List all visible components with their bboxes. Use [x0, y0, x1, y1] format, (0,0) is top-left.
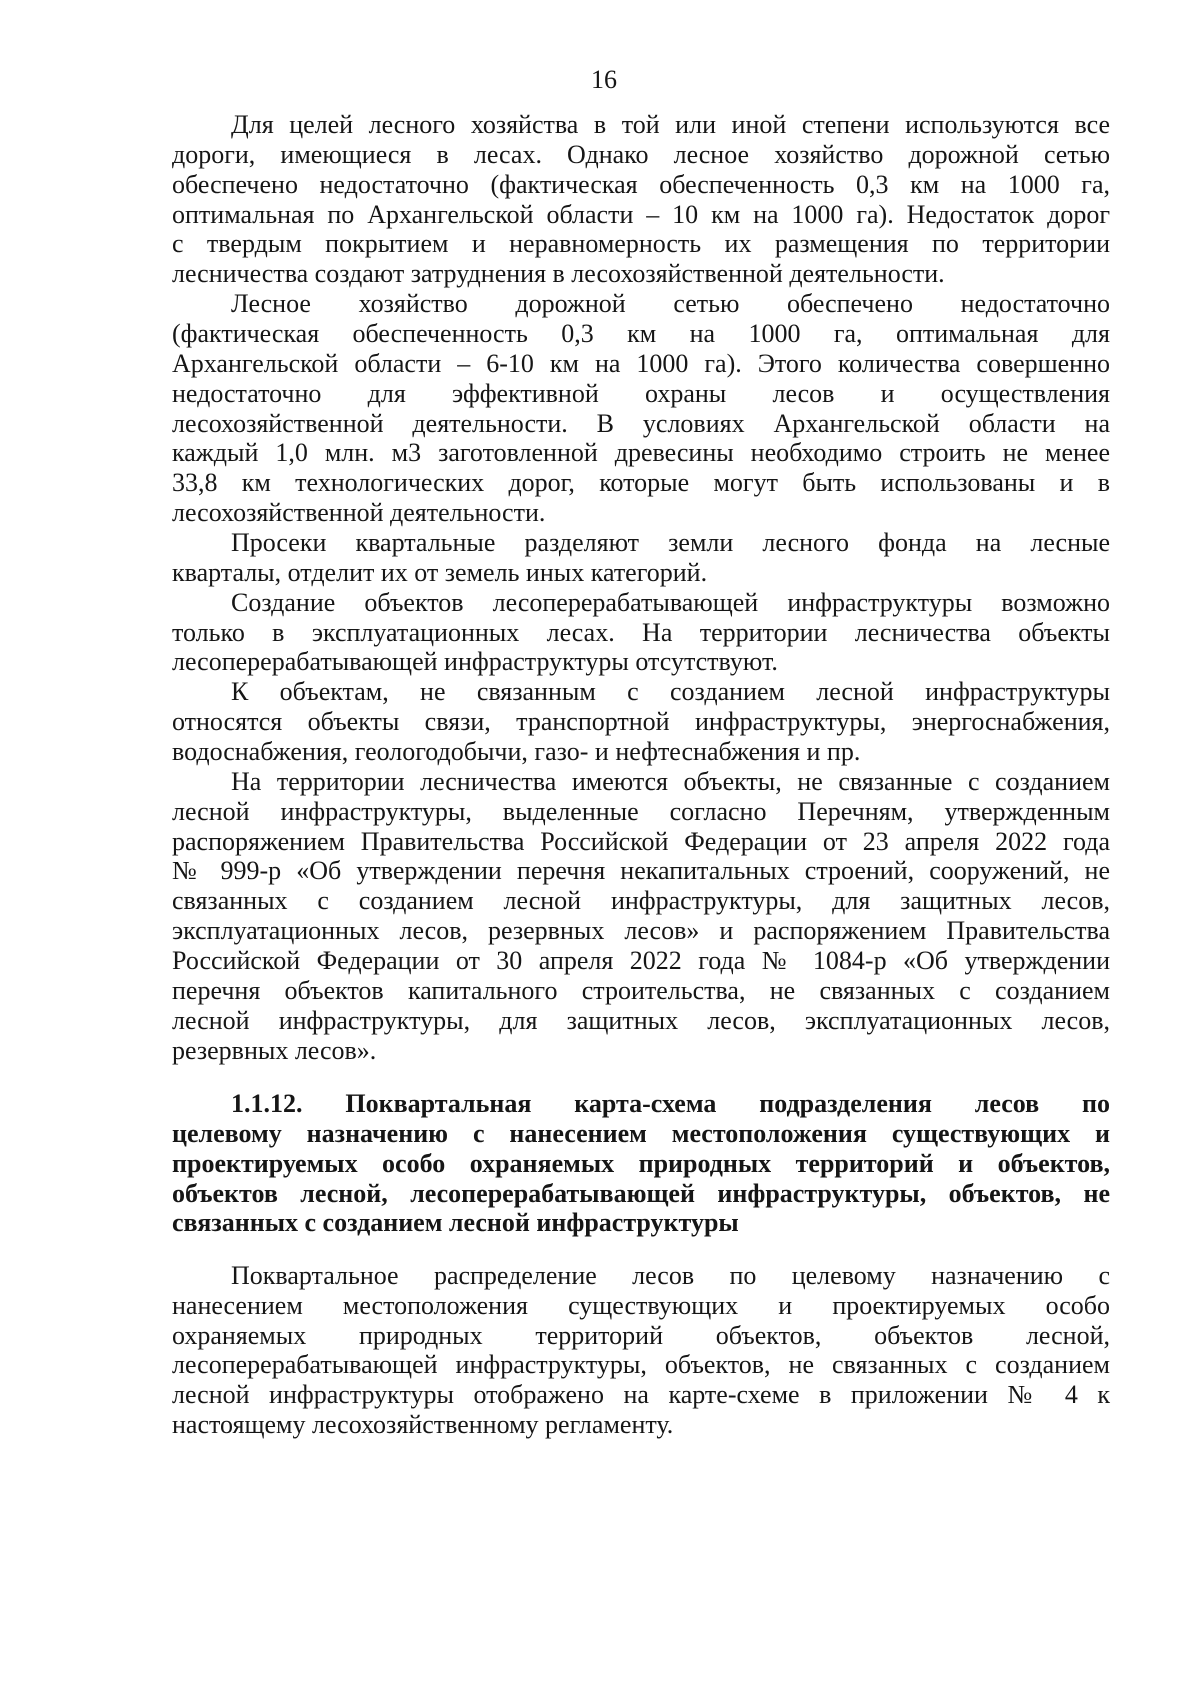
text-line: Создание объектов лесоперерабатывающей инфраструктуры возможно	[231, 587, 1110, 617]
paragraph	[172, 289, 1110, 528]
text-line: охраняемых природных территорий объектов, объектов лесной,	[172, 1320, 1110, 1350]
text-line: Лесное хозяйство дорожной сетью обеспечено недостаточно	[231, 289, 1110, 319]
text-line: дороги, имеющиеся в лесах. Однако лесное хозяйство дорожной сетью	[172, 139, 1110, 169]
text-line: К объектам, не связанным с созданием лесной инфраструктуры	[231, 677, 1110, 707]
heading-line: объектов лесной, лесоперерабатывающей инфраструктуры, объектов, не	[172, 1178, 1110, 1208]
text-line: оптимальная по Архангельской области – 10 км на 1000 га). Недостаток дорог	[172, 199, 1110, 229]
heading-line: 1.1.12. Поквартальная карта-схема подразделения лесов по	[231, 1089, 1110, 1118]
text-line: лесохозяйственной деятельности. В условиях Архангельской области на	[172, 408, 1110, 438]
text-line: только в эксплуатационных лесах. На территории лесничества объекты	[172, 617, 1110, 647]
paragraph	[172, 677, 1110, 767]
text-line: Просеки квартальные разделяют земли лесного фонда на лесные	[231, 528, 1110, 558]
text-line: лесоперерабатывающей инфраструктуры, объектов, не связанных с созданием	[172, 1350, 1110, 1380]
text-line: Для целей лесного хозяйства в той или иной степени используются все	[231, 110, 1110, 139]
text-line: лесничества создают затруднения в лесохозяйственной деятельности.	[172, 259, 945, 289]
text-line: недостаточно для эффективной охраны лесов и осуществления	[172, 378, 1110, 408]
paragraph	[172, 528, 1110, 588]
text-line: нанесением местоположения существующих и проектируемых особо	[172, 1290, 1110, 1320]
text-line: Поквартальное распределение лесов по целевому назначению с	[231, 1260, 1110, 1290]
heading-line: проектируемых особо охраняемых природных территорий и объектов,	[172, 1148, 1110, 1178]
text-line: лесной инфраструктуры отображено на карте-схеме в приложении № 4 к	[172, 1380, 1110, 1410]
heading-line: связанных с созданием лесной инфраструктуры	[172, 1208, 739, 1238]
heading-line: целевому назначению с нанесением местоположения существующих и	[172, 1118, 1110, 1148]
text-line: (фактическая обеспеченность 0,3 км на 1000 га, оптимальная для	[172, 319, 1110, 349]
document-body	[172, 110, 1110, 1440]
paragraph	[172, 110, 1110, 289]
page-number: 16	[591, 65, 617, 94]
text-line: лесохозяйственной деятельности.	[172, 498, 546, 528]
text-line: 33,8 км технологических дорог, которые могут быть использованы и в	[172, 468, 1110, 498]
text-line: каждый 1,0 млн. м3 заготовленной древесины необходимо строить не менее	[172, 438, 1110, 468]
paragraph	[172, 588, 1110, 678]
text-line: обеспечено недостаточно (фактическая обеспеченность 0,3 км на 1000 га,	[172, 169, 1110, 199]
text-line: относятся объекты связи, транспортной инфраструктуры, энергоснабжения,	[172, 707, 1110, 737]
text-line: водоснабжения, геологодобычи, газо- и нефтеснабжения и пр.	[172, 737, 861, 767]
text-line: лесной инфраструктуры, для защитных лесов, эксплуатационных лесов,	[172, 1005, 1110, 1035]
text-line: настоящему лесохозяйственному регламенту.	[172, 1410, 674, 1440]
text-line: Архангельской области – 6-10 км на 1000 га). Этого количества совершенно	[172, 348, 1110, 378]
text-line: перечня объектов капитального строительства, не связанных с созданием	[172, 975, 1110, 1005]
text-line: № 999-р «Об утверждении перечня некапитальных строений, сооружений, не	[172, 856, 1110, 886]
text-line: кварталы, отделит их от земель иных категорий.	[172, 557, 708, 587]
text-line: Российской Федерации от 30 апреля 2022 года № 1084-р «Об утверждении	[172, 946, 1110, 976]
paragraph	[172, 1261, 1110, 1440]
text-line: распоряжением Правительства Российской Федерации от 23 апреля 2022 года	[172, 826, 1110, 856]
text-line: На территории лесничества имеются объекты, не связанные с созданием	[231, 766, 1110, 796]
paragraph	[172, 767, 1110, 1066]
text-line: резервных лесов».	[172, 1035, 377, 1065]
text-line: эксплуатационных лесов, резервных лесов» и распоряжением Правительства	[172, 916, 1110, 946]
text-line: связанных с созданием лесной инфраструктуры, для защитных лесов,	[172, 886, 1110, 916]
section-heading	[172, 1089, 1110, 1238]
text-line: с твердым покрытием и неравномерность их размещения по территории	[172, 229, 1110, 259]
text-line: лесной инфраструктуры, выделенные согласно Перечням, утвержденным	[172, 796, 1110, 826]
text-line: лесоперерабатывающей инфраструктуры отсутствуют.	[172, 647, 778, 677]
